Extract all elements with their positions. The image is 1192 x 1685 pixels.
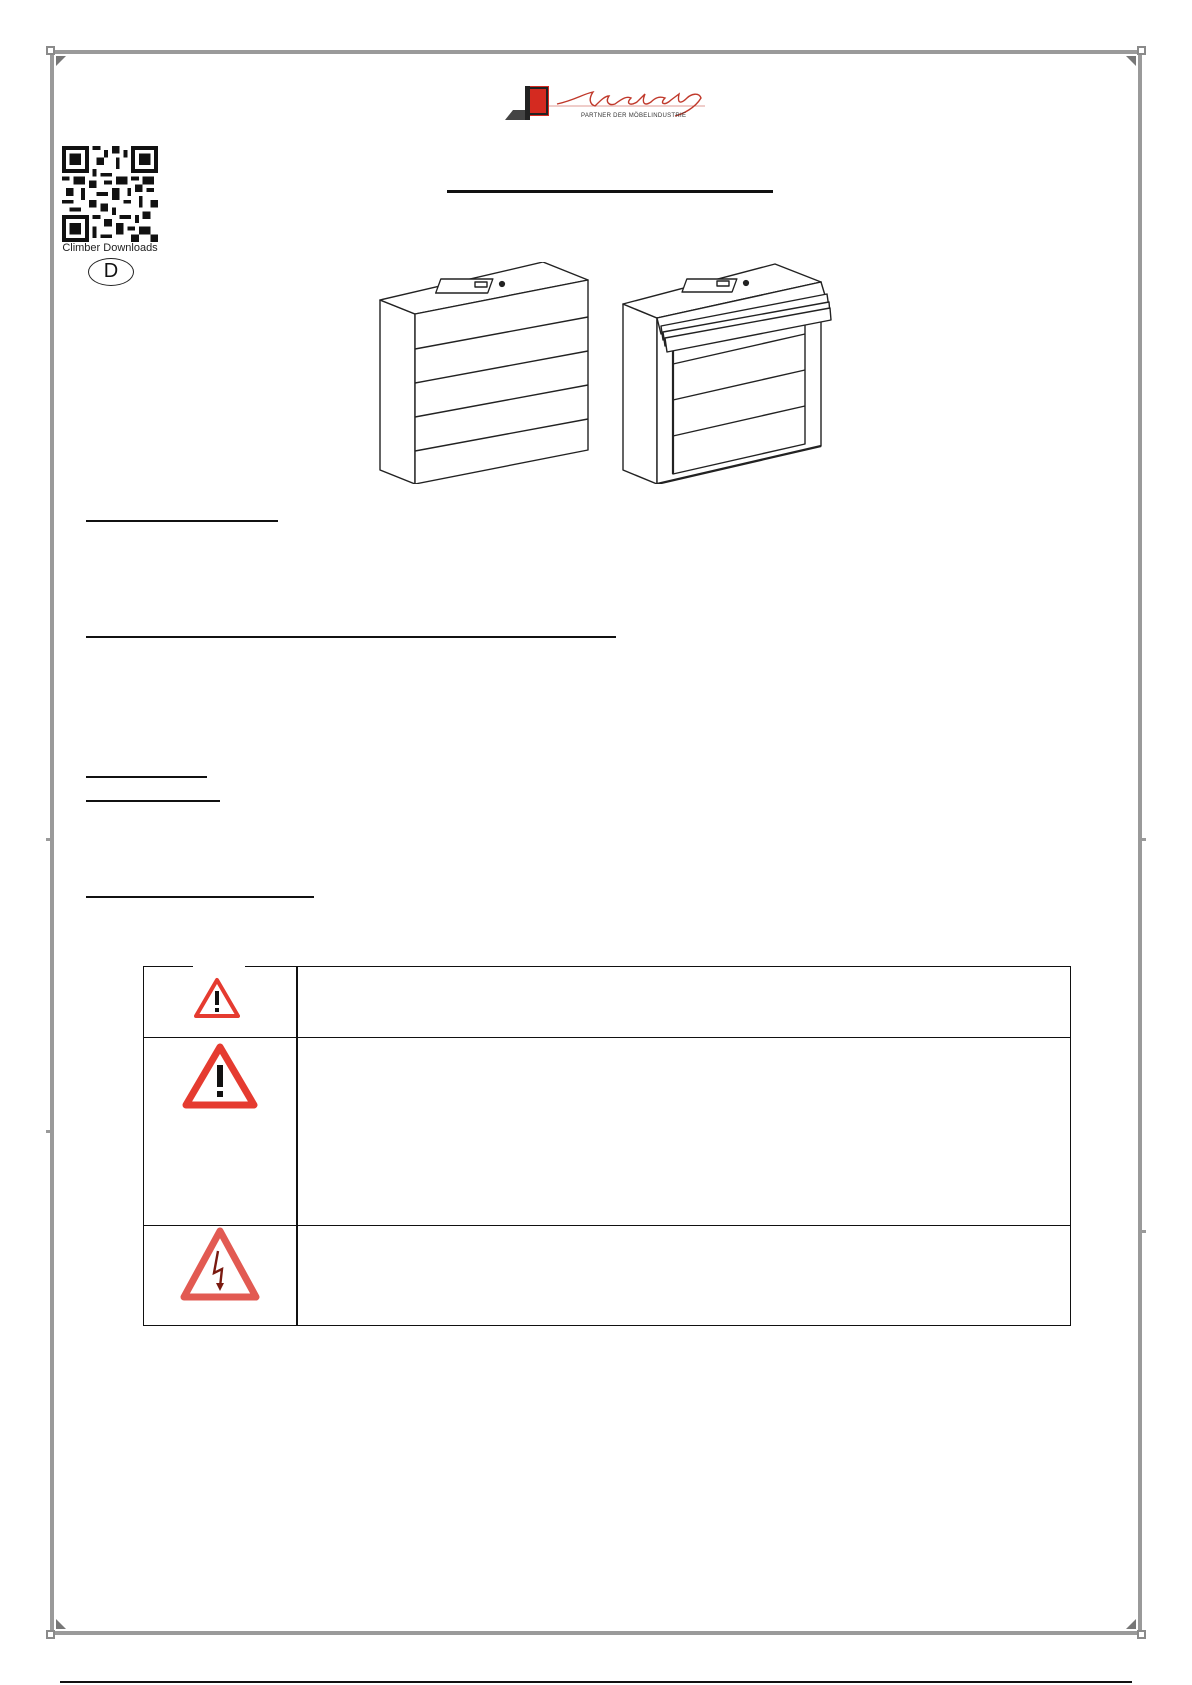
cabinet-illustration <box>375 262 843 484</box>
section-underline <box>86 776 207 778</box>
section-underline <box>86 800 220 802</box>
qr-caption: Climber Downloads <box>62 242 158 254</box>
brand-tagline: PARTNER DER MÖBELINDUSTRIE <box>581 113 687 119</box>
country-code-badge: D <box>88 258 134 286</box>
corner-triangle-bottom-right <box>1126 1619 1136 1629</box>
corner-triangle-top-right <box>1126 56 1136 66</box>
side-tick <box>46 838 52 841</box>
corner-triangle-bottom-left <box>56 1619 66 1629</box>
warning-triangle-small-icon <box>194 977 240 1019</box>
corner-mark-top-right <box>1137 46 1146 55</box>
table-row <box>144 1037 1070 1226</box>
section-underline <box>86 896 314 898</box>
side-tick <box>1140 838 1146 841</box>
electric-hazard-icon <box>180 1225 260 1305</box>
warning-triangle-large-icon <box>182 1043 258 1109</box>
title-underline <box>447 190 773 193</box>
section-underline <box>86 636 616 638</box>
corner-mark-bottom-left <box>46 1630 55 1639</box>
safety-table <box>143 966 1071 1326</box>
table-border-gap <box>193 964 245 969</box>
corner-triangle-top-left <box>56 56 66 66</box>
corner-mark-top-left <box>46 46 55 55</box>
table-row <box>144 1225 1070 1327</box>
brand-logo <box>505 82 715 128</box>
corner-mark-bottom-right <box>1137 1630 1146 1639</box>
section-underline <box>86 520 278 522</box>
side-tick <box>1140 1230 1146 1233</box>
qr-code-icon[interactable] <box>62 146 158 242</box>
side-tick <box>46 1130 52 1133</box>
table-row <box>144 967 1070 1038</box>
footer-rule <box>60 1681 1132 1683</box>
